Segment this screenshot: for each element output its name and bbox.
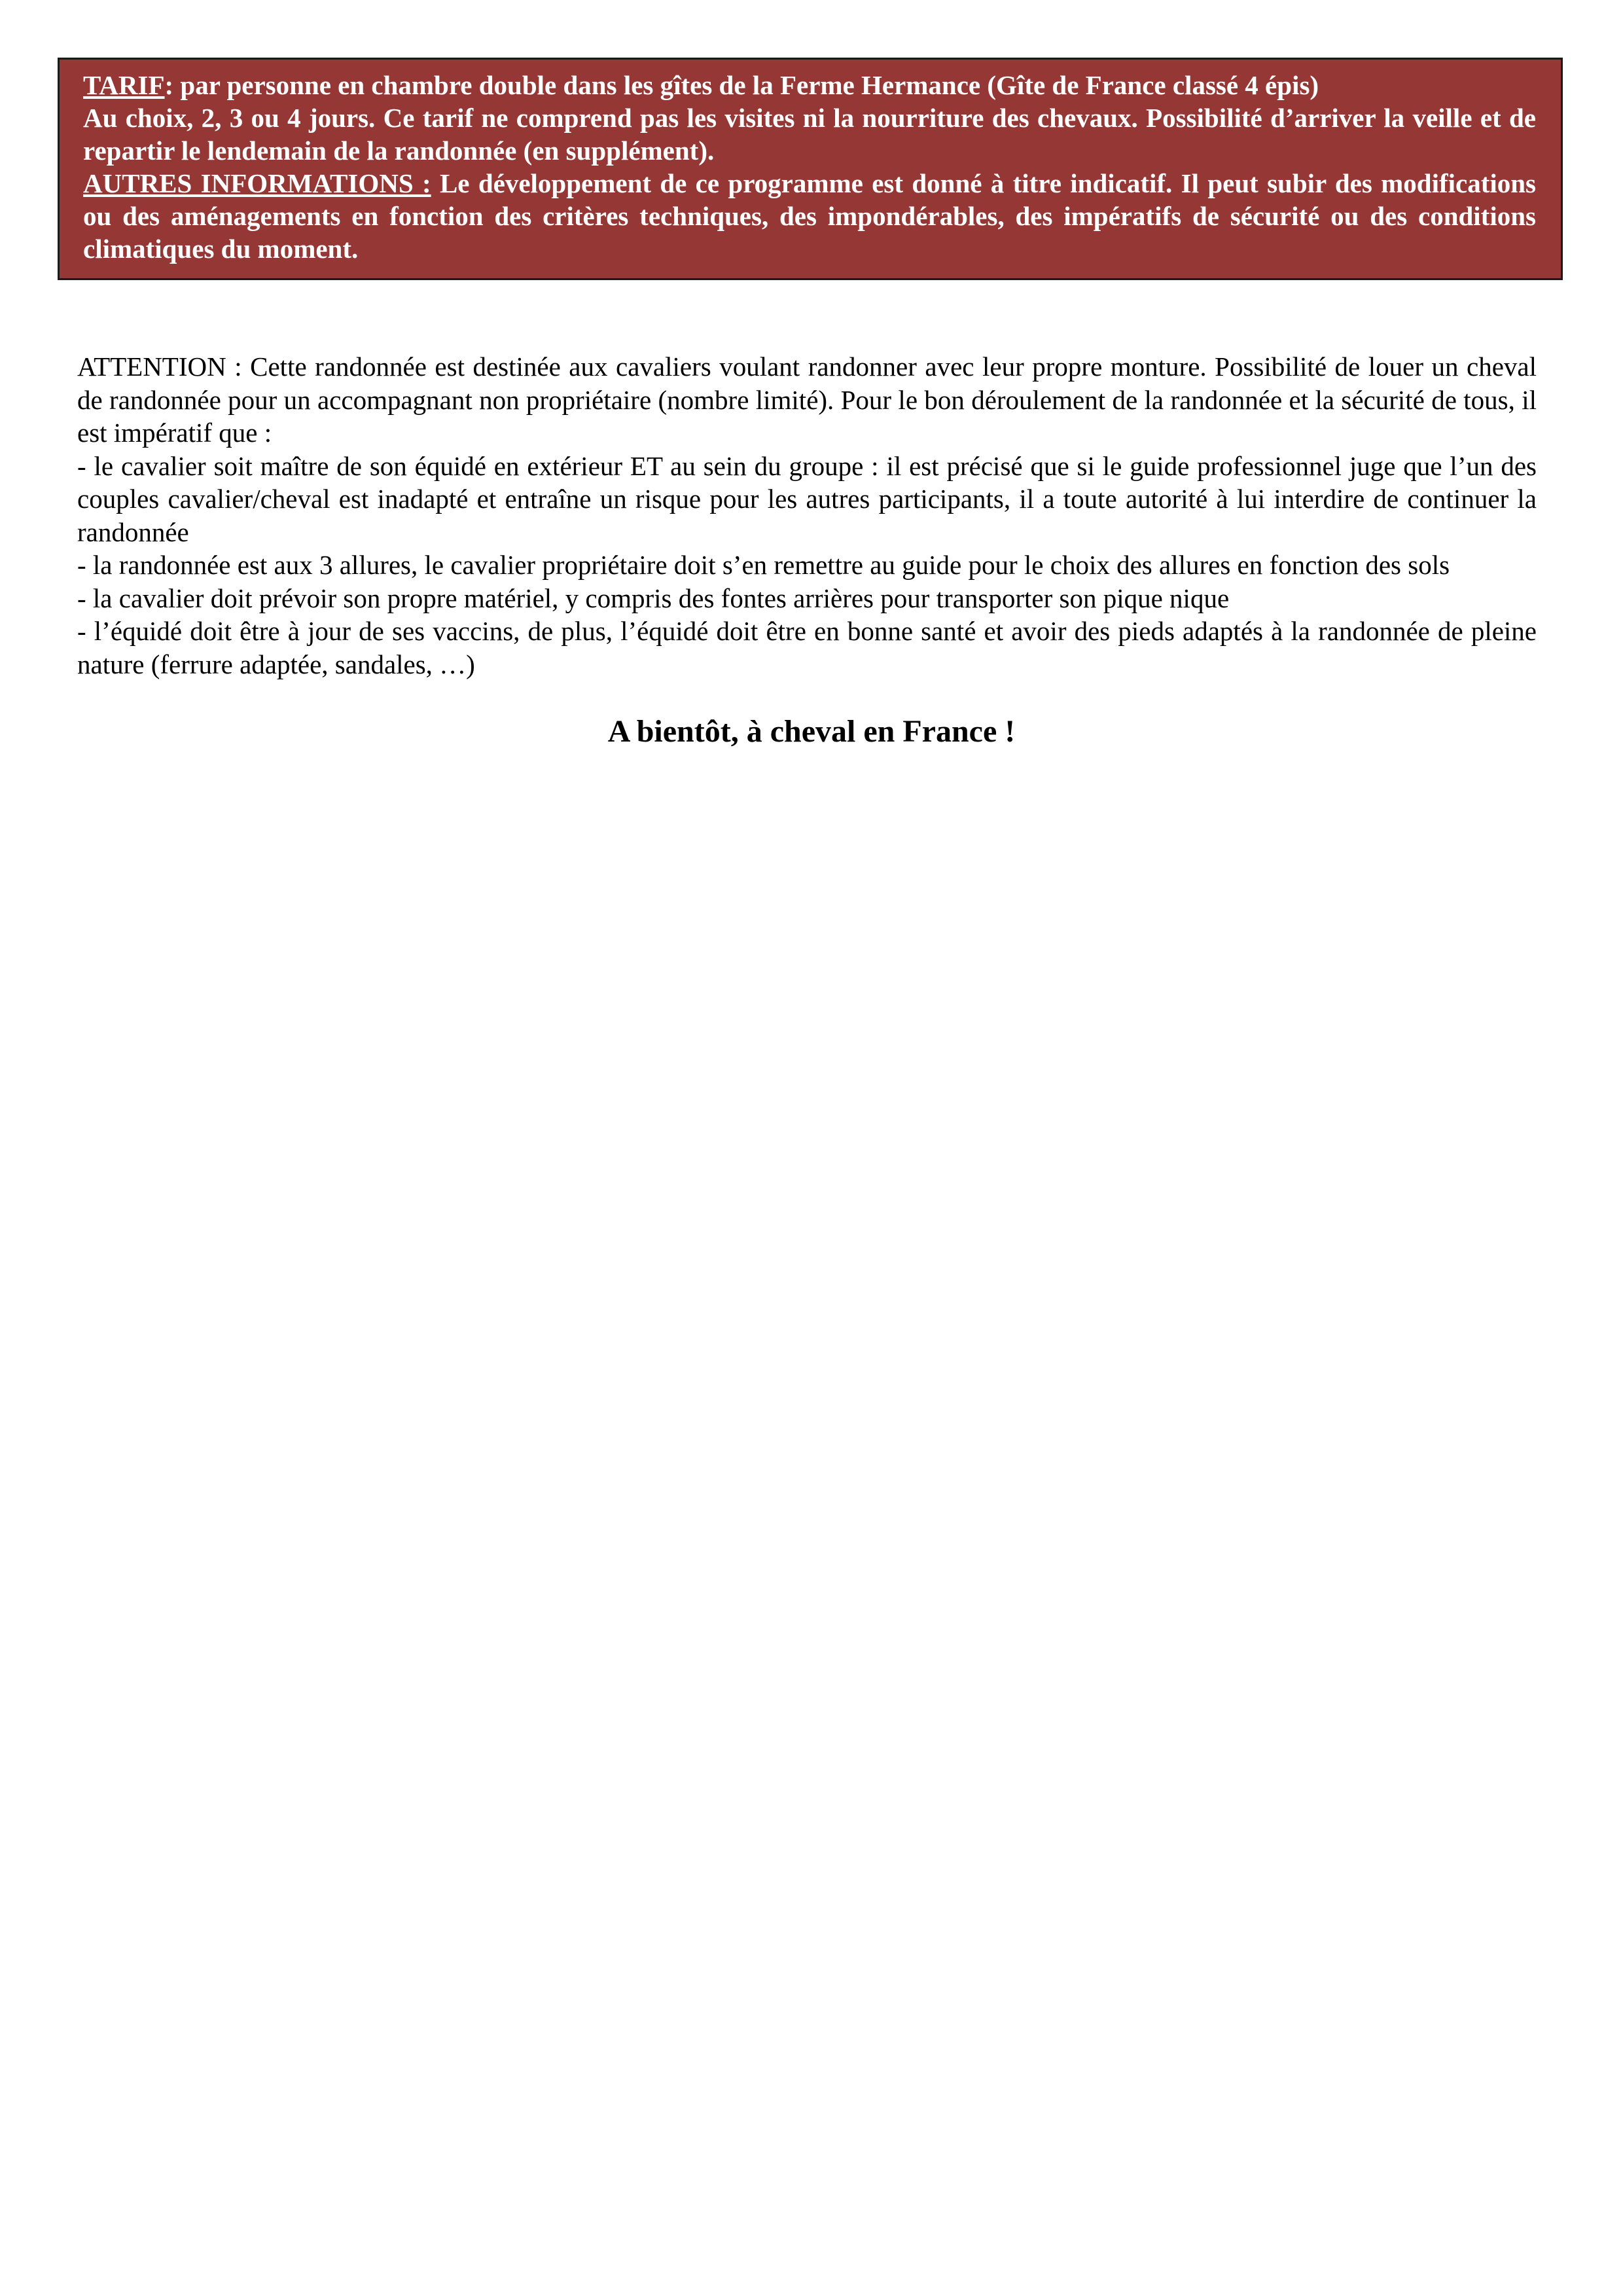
tarif-info-box [58,58,1563,280]
attention-item: - l’équidé doit être à jour de ses vaccins, de plus, l’équidé doit être en bonne santé et avoir des pieds adaptés à la randonnée de pleine nature (ferrure adaptée, sandales, …) [77,616,1537,679]
attention-item: - le cavalier soit maître de son équidé en extérieur ET au sein du groupe : il est précisé que si le guide professionnel juge que l’un des couples cavalier/cheval est inadapté et entraîne un risque pour les autres participants, il a toute autorité à lui interdire de continuer la randonnée [77,450,1537,547]
tarif-details: Au choix, 2, 3 ou 4 jours. Ce tarif ne comprend pas les visites ni la nourriture des chevaux. Possibilité d’arriver la veille et de repartir le lendemain de la randonnée (en supplément). [83,103,1536,166]
autres-text: Le développement de ce programme est donné à titre indicatif. Il peut subir des modifications ou des aménagements en fonction des critères techniques, des impondérables, des impératifs de sécurité ou des conditions climatiques du moment. [83,168,1537,264]
attention-item: - la cavalier doit prévoir son propre matériel, y compris des fontes arrières pour transporter son pique nique [77,583,1230,613]
tarif-label: TARIF [83,70,165,100]
closing-message: A bientôt, à cheval en France ! [607,714,1016,749]
tarif-text: : par personne en chambre double dans les gîtes de la Ferme Hermance (Gîte de France classé 4 épis) [164,70,1319,100]
attention-intro: ATTENTION : Cette randonnée est destinée aux cavaliers voulant randonner avec leur propre monture. Possibilité de louer un cheval de randonnée pour un accompagnant non propriétaire (nombre limité). Pour le bon déroulement de la randonnée et la sécurité de tous, il est impératif que : [77,351,1537,448]
attention-section [77,350,1537,681]
autres-label: AUTRES INFORMATIONS : [83,168,431,198]
autres-informations [83,167,1536,265]
tarif-line [83,69,1536,101]
attention-item: - la randonnée est aux 3 allures, le cavalier propriétaire doit s’en remettre au guide pour le choix des allures en fonction des sols [77,550,1450,580]
